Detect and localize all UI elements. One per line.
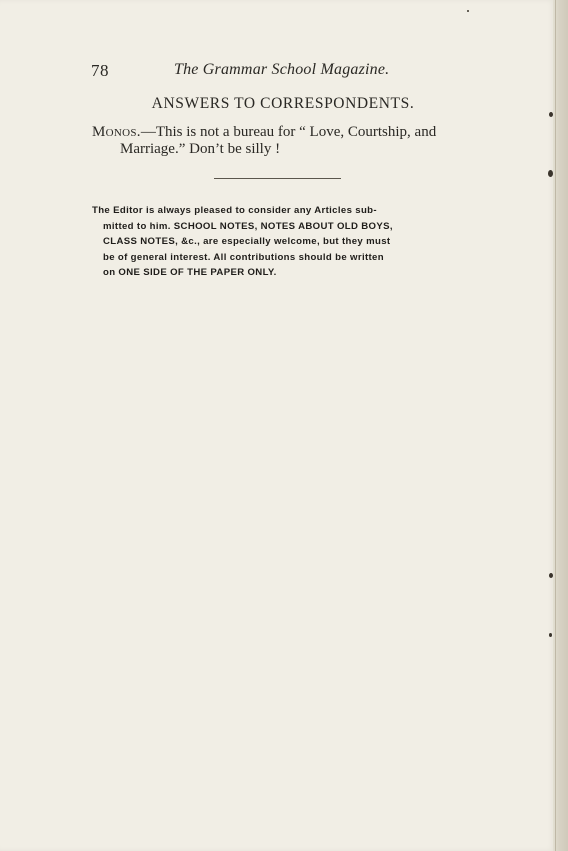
margin-mark xyxy=(549,573,553,578)
margin-mark xyxy=(549,633,552,637)
spine-edge xyxy=(555,0,556,851)
reply-line-2: Marriage.” Don’t be silly ! xyxy=(120,141,281,157)
section-divider xyxy=(214,178,341,179)
margin-mark xyxy=(548,170,553,177)
margin-mark xyxy=(467,10,469,12)
reply-line-1: —This is not a bureau for “ Love, Courtship, and xyxy=(140,124,437,140)
page-header xyxy=(0,58,556,82)
section-title: ANSWERS TO CORRESPONDENTS. xyxy=(151,95,415,112)
running-title: The Grammar School Magazine. xyxy=(174,61,390,78)
notice-line: The Editor is always pleased to consider any Articles sub- xyxy=(92,205,377,216)
notice-line: be of general interest. All contributions should be written xyxy=(103,251,384,263)
correspondent-name: Monos. xyxy=(92,124,141,140)
correspondence-entry xyxy=(92,124,482,158)
notice-line: on ONE SIDE OF THE PAPER ONLY. xyxy=(103,267,277,278)
notice-line: mitted to him. SCHOOL NOTES, NOTES ABOUT OLD BOYS, xyxy=(103,220,393,232)
editor-notice xyxy=(92,203,472,281)
page-number: 78 xyxy=(91,61,109,80)
notice-line: CLASS NOTES, &c., are especially welcome, but they must xyxy=(103,236,391,247)
